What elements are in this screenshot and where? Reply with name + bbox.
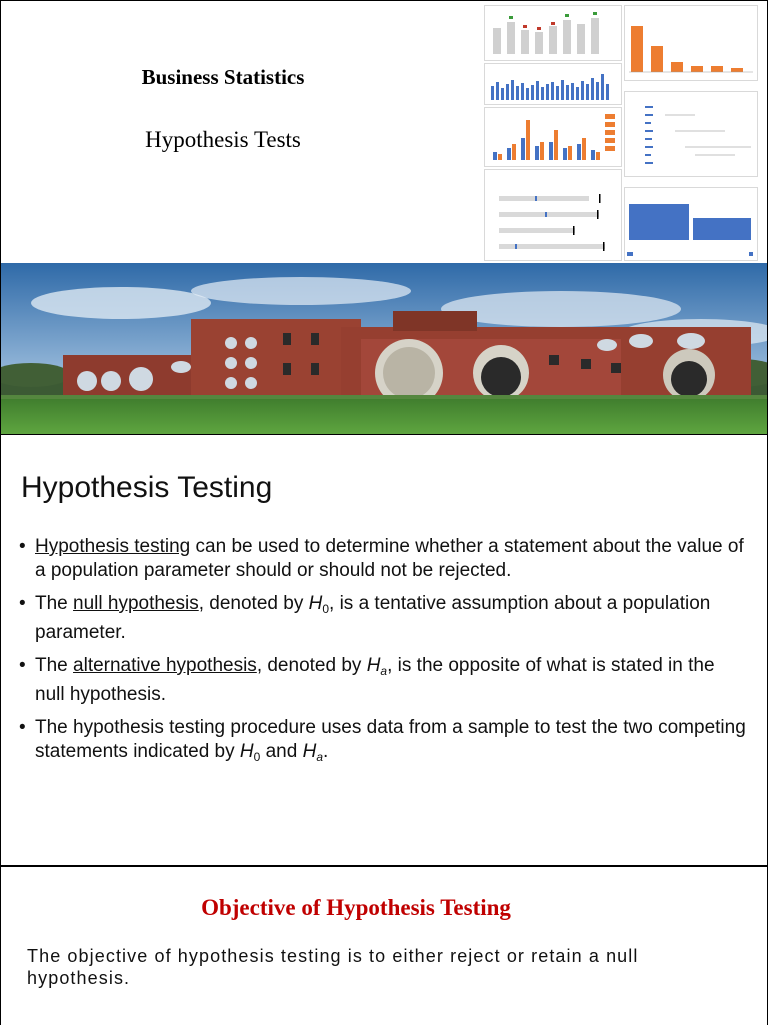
bullet-list: [17, 535, 747, 778]
bullet-text: The: [35, 655, 74, 676]
bullet-text: The hypothesis testing procedure uses data from a sample to test the two competing statements indicated by: [35, 717, 746, 762]
dashboard-panel-rows: [624, 91, 758, 177]
objective-body: The objective of hypothesis testing is to either reject or retain a null hypothesis.: [27, 946, 639, 988]
symbol-subscript: 0: [322, 602, 330, 616]
hypothesis-testing-slide: [0, 434, 768, 866]
symbol-h: H: [302, 741, 317, 762]
dashboard-panel-pair: [624, 187, 758, 261]
dashboard-panel-mixed: [484, 107, 622, 167]
term-alternative-hypothesis: alternative hypothesis: [73, 655, 257, 676]
slide-heading: Hypothesis Testing: [21, 471, 273, 504]
bullet-text: , is a tentative assumption about a population parameter.: [35, 593, 711, 643]
objective-slide: [0, 866, 768, 1025]
blue-histogram-graphic: [485, 64, 621, 104]
term-null-hypothesis: null hypothesis: [73, 593, 199, 614]
objective-heading: Objective of Hypothesis Testing: [201, 895, 511, 920]
dashboard-thumbnail: [482, 3, 758, 261]
bullet-text: and: [260, 741, 303, 762]
bullet-text: , is the opposite of what is stated in the null hypothesis.: [35, 655, 715, 705]
dashboard-panel-blue: [484, 63, 622, 105]
dashboard-panel-orange: [624, 5, 758, 81]
slide-subtitle: Hypothesis Tests: [145, 127, 301, 152]
symbol-subscript: 0: [253, 750, 261, 764]
dashboard-panel-bars: [484, 5, 622, 61]
building-illustration: [1, 263, 767, 435]
orange-bar-chart-graphic: [625, 6, 757, 80]
bullet-text: , denoted by: [198, 593, 309, 614]
term-hypothesis-testing: Hypothesis testing: [35, 536, 191, 557]
bullet-chart-graphic: [485, 170, 621, 260]
bullet-text: .: [323, 741, 329, 762]
symbol-h: H: [366, 655, 381, 676]
bullet-text: can be used to determine whether a statement about the value of a population parameter should or should not be rejected.: [35, 536, 744, 581]
slide-title: Business Statistics: [141, 65, 305, 89]
dashboard-panel-bullets: [484, 169, 622, 261]
mixed-bar-chart-graphic: [485, 108, 621, 166]
dot-plot-graphic: [625, 92, 757, 176]
campus-building-photo: [1, 263, 767, 435]
bullet-item-procedure: [17, 716, 747, 769]
bullet-text: The: [35, 593, 74, 614]
pair-bar-chart-graphic: [625, 188, 757, 260]
bullet-item-null-hypothesis: [17, 592, 747, 645]
symbol-subscript: a: [380, 664, 388, 678]
bullet-item-definition: [17, 535, 747, 583]
grey-bar-chart-graphic: [485, 6, 621, 60]
title-slide: [0, 0, 768, 435]
bullet-text: , denoted by: [256, 655, 367, 676]
symbol-h: H: [308, 593, 323, 614]
bullet-item-alternative-hypothesis: [17, 654, 747, 707]
symbol-subscript: a: [316, 750, 323, 764]
symbol-h: H: [239, 741, 254, 762]
